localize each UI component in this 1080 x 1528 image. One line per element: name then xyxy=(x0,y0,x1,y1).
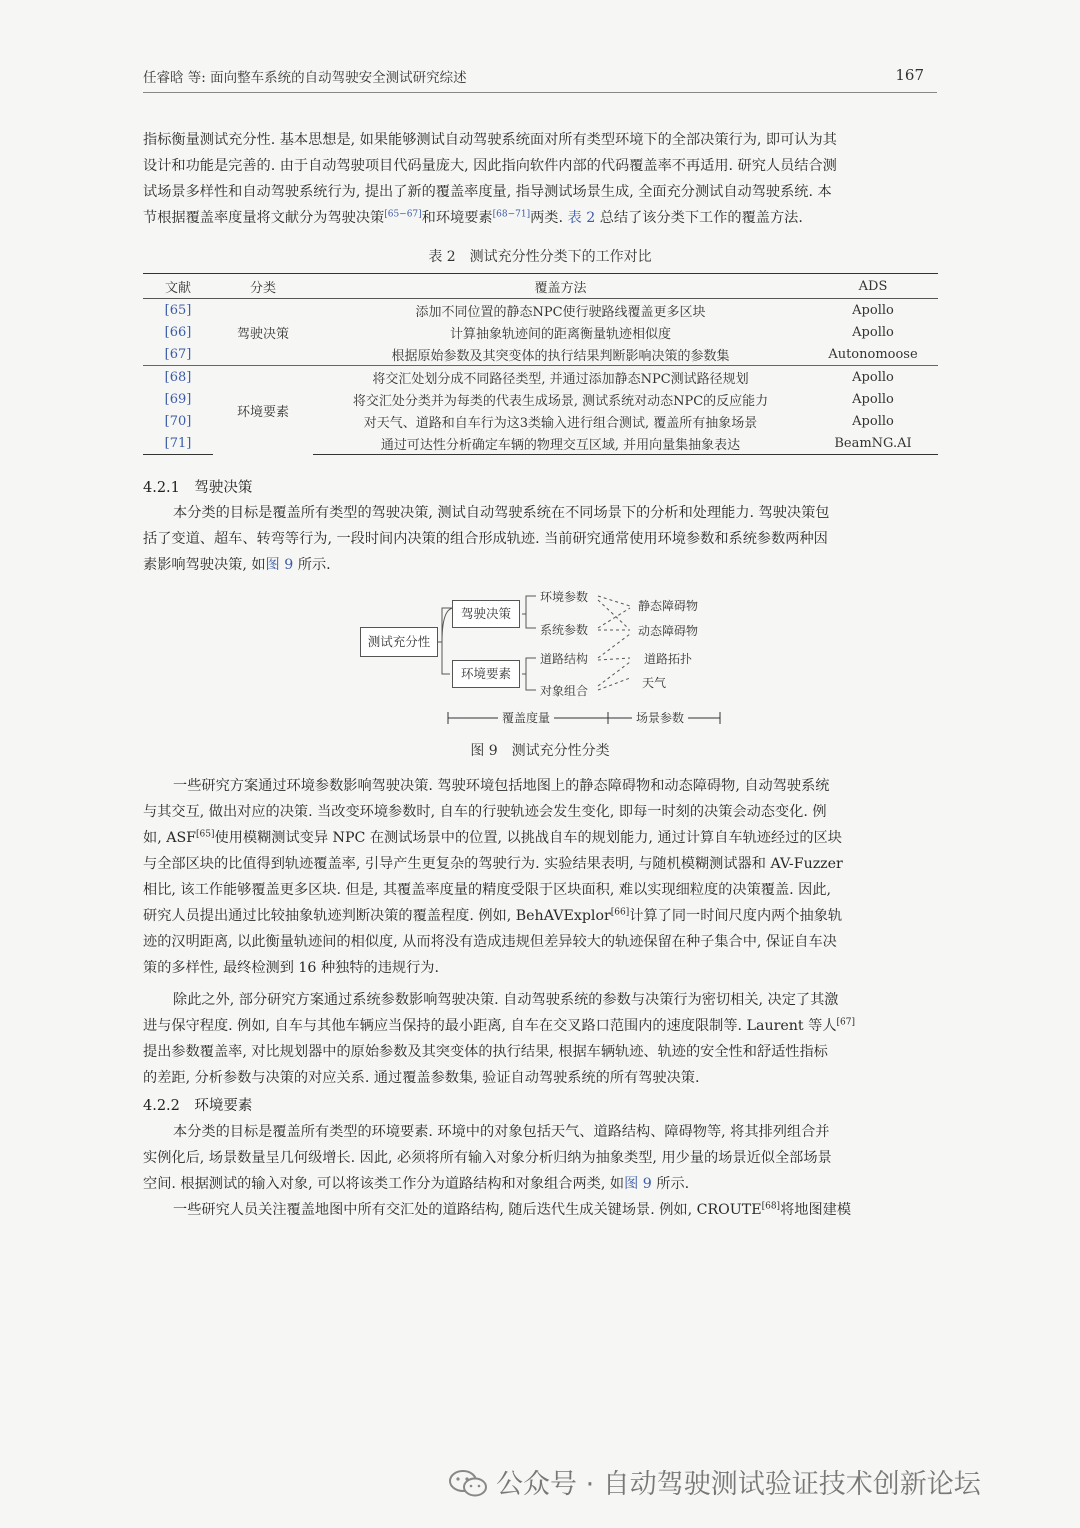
method-cell: 计算抽象轨迹间的距离衡量轨迹相似度 xyxy=(449,326,671,342)
ref-cell[interactable]: [70] xyxy=(164,413,192,429)
wechat-icon xyxy=(448,1468,490,1498)
figure-param: 静态障碍物 xyxy=(638,599,699,613)
comparison-table xyxy=(143,273,938,455)
figure-param: 天气 xyxy=(642,676,667,690)
figure-leaf: 道路结构 xyxy=(540,652,589,666)
figure-link[interactable]: 图 9 xyxy=(265,557,294,573)
citation[interactable]: [68] xyxy=(761,1201,781,1212)
citation[interactable]: [67] xyxy=(836,1017,855,1028)
text-line: 研究人员提出通过比较抽象轨迹判断决策的覆盖程度. 例如, BehAVExplor[66]计算了同一时间尺度内两个抽象轨 xyxy=(143,907,843,924)
text-line: 提出参数覆盖率, 对比规划器中的原始参数及其突变体的执行结果, 根据车辆轨迹、轨迹的安全性和舒适性指标 xyxy=(143,1044,828,1060)
figure-axis-label: 覆盖度量 xyxy=(498,709,554,726)
intro-paragraph xyxy=(143,127,938,231)
intro-line: 指标衡量测试充分性. 基本思想是, 如果能够测试自动驾驶系统面对所有类型环境下的全部决策行为, 即可认为其 xyxy=(143,132,837,148)
col-header: 覆盖方法 xyxy=(313,274,808,299)
section-heading-422: 4.2.2 环境要素 xyxy=(143,1098,253,1114)
text-line: 迹的汉明距离, 以此衡量轨迹间的相似度, 从而将没有造成违规但差异较大的轨迹保留在种子集合中, 保证自车决 xyxy=(143,934,837,950)
intro-line: 节根据覆盖率度量将文献分为驾驶决策[65−67]和环境要素[68−71]两类. 表 2 总结了该分类下工作的覆盖方法. xyxy=(143,209,803,226)
figure-mid-node: 环境要素 xyxy=(452,660,520,688)
ads-cell: Apollo xyxy=(808,366,938,389)
watermark-text: 公众号 · 自动驾驶测试验证技术创新论坛 xyxy=(496,1469,981,1500)
text-line: 一些研究方案通过环境参数影响驾驶决策. 驾驶环境包括地图上的静态障碍物和动态障碍物, 自动驾驶系统 xyxy=(173,778,830,794)
col-header: 文献 xyxy=(143,274,213,299)
text-line: 实例化后, 场景数量呈几何级增长. 因此, 必须将所有输入对象分析归纳为抽象类型, 用少量的场景近似全部场景 xyxy=(143,1150,832,1166)
paragraph-sys-params xyxy=(143,987,938,1091)
text-line: 进与保守程度. 例如, 自车与其他车辆应当保持的最小距离, 自车在交叉路口范围内的速度限制等. Laurent 等人[67] xyxy=(143,1017,855,1034)
header-rule xyxy=(143,92,937,93)
figure-caption: 图 9 测试充分性分类 xyxy=(470,743,610,759)
text-line: 空间. 根据测试的输入对象, 可以将该类工作分为道路结构和对象组合两类, 如图 9 所示. xyxy=(143,1176,690,1192)
intro-line: 设计和功能是完善的. 由于自动驾驶项目代码量庞大, 因此指向软件内部的代码覆盖率不再适用. 研究人员结合测 xyxy=(143,158,837,174)
method-cell: 将交汇处划分成不同路径类型, 并通过添加静态NPC测试路径规划 xyxy=(313,366,808,389)
ads-cell: Apollo xyxy=(852,413,894,429)
figure-9 xyxy=(350,578,730,728)
section-421-paragraph xyxy=(143,500,938,578)
running-title: 任睿晗 等: 面向整车系统的自动驾驶安全测试研究综述 xyxy=(143,70,467,86)
ref-cell[interactable]: [66] xyxy=(164,324,192,340)
page-number: 167 xyxy=(895,66,924,84)
ads-cell: Autonomoose xyxy=(828,346,918,362)
table-row xyxy=(143,366,938,389)
text-line: 括了变道、超车、转弯等行为, 一段时间内决策的组合形成轨迹. 当前研究通常使用环境参数和系统参数两种因 xyxy=(143,531,828,547)
citation[interactable]: [66] xyxy=(610,907,630,918)
method-cell: 添加不同位置的静态NPC使行驶路线覆盖更多区块 xyxy=(415,304,706,320)
figure-leaf: 系统参数 xyxy=(540,623,589,637)
section-heading-421: 4.2.1 驾驶决策 xyxy=(143,480,253,496)
intro-line: 试场景多样性和自动驾驶系统行为, 提出了新的覆盖率度量, 指导测试场景生成, 全面充分测试自动驾驶系统. 本 xyxy=(143,184,832,200)
text-line: 除此之外, 部分研究方案通过系统参数影响驾驶决策. 自动驾驶系统的参数与决策行为密切相关, 决定了其激 xyxy=(173,992,839,1008)
figure-leaf: 对象组合 xyxy=(540,684,589,698)
ref-cell[interactable]: [67] xyxy=(164,346,192,362)
text-line: 与全部区块的比值得到轨迹覆盖率, 引导产生更复杂的驾驶行为. 实验结果表明, 与随机模糊测试器和 AV-Fuzzer xyxy=(143,856,843,872)
text-line: 如, ASF[65]使用模糊测试变异 NPC 在测试场景中的位置, 以挑战自车的规划能力, 通过计算自车轨迹经过的区块 xyxy=(143,829,842,846)
method-cell: 根据原始参数及其突变体的执行结果判断影响决策的参数集 xyxy=(391,348,730,364)
citation[interactable]: [65−67] xyxy=(384,209,422,220)
method-cell: 对天气、道路和自车行为这3类输入进行组合测试, 覆盖所有抽象场景 xyxy=(363,415,758,431)
section-422-paragraph xyxy=(143,1119,938,1223)
text-line: 的差距, 分析参数与决策的对应关系. 通过覆盖参数集, 验证自动驾驶系统的所有驾驶决策. xyxy=(143,1070,700,1086)
table-link[interactable]: 表 2 xyxy=(567,210,596,226)
figure-mid-node: 驾驶决策 xyxy=(452,600,520,628)
category-cell: 环境要素 xyxy=(213,366,313,455)
ref-cell[interactable]: [68] xyxy=(143,366,213,389)
citation[interactable]: [68−71] xyxy=(492,209,531,220)
ads-cell: Apollo xyxy=(852,391,894,407)
figure-leaf: 环境参数 xyxy=(540,590,589,604)
text-line: 策的多样性, 最终检测到 16 种独特的违规行为. xyxy=(143,960,439,976)
figure-param: 动态障碍物 xyxy=(638,624,699,638)
table-header-row xyxy=(143,274,938,299)
table-caption: 表 2 测试充分性分类下的工作对比 xyxy=(428,249,652,265)
ads-cell: BeamNG.AI xyxy=(808,432,938,455)
ref-cell[interactable]: [71] xyxy=(143,432,213,455)
method-cell: 通过可达性分析确定车辆的物理交互区域, 并用向量集抽象表达 xyxy=(313,432,808,455)
text-line: 一些研究人员关注覆盖地图中所有交汇处的道路结构, 随后迭代生成关键场景. 例如, CROUTE[68]将地图建模 xyxy=(173,1201,852,1218)
method-cell: 将交汇处分类并为每类的代表生成场景, 测试系统对动态NPC的反应能力 xyxy=(352,393,769,409)
table-row xyxy=(143,299,938,322)
text-line: 本分类的目标是覆盖所有类型的环境要素. 环境中的对象包括天气、道路结构、障碍物等, 将其排列组合并 xyxy=(173,1124,830,1140)
col-header: 分类 xyxy=(213,274,313,299)
figure-root-node: 测试充分性 xyxy=(360,627,438,657)
figure-param: 道路拓扑 xyxy=(644,652,693,666)
ref-cell[interactable]: [65] xyxy=(164,302,192,318)
text-line: 相比, 该工作能够覆盖更多区块. 但是, 其覆盖率度量的精度受限于区块面积, 难以实现细粒度的决策覆盖. 因此, xyxy=(143,882,832,898)
ref-cell[interactable]: [69] xyxy=(164,391,192,407)
ads-cell: Apollo xyxy=(852,302,894,318)
text-line: 素影响驾驶决策, 如图 9 所示. xyxy=(143,557,331,573)
category-cell: 驾驶决策 xyxy=(236,326,289,342)
text-line: 本分类的目标是覆盖所有类型的驾驶决策, 测试自动驾驶系统在不同场景下的分析和处理能力. 驾驶决策包 xyxy=(173,505,830,521)
ads-cell: Apollo xyxy=(852,324,894,340)
citation[interactable]: [65] xyxy=(196,829,215,840)
paragraph-env-params xyxy=(143,773,938,981)
figure-link[interactable]: 图 9 xyxy=(624,1176,652,1192)
figure-axis-label: 场景参数 xyxy=(632,709,688,726)
text-line: 与其交互, 做出对应的决策. 当改变环境参数时, 自车的行驶轨迹会发生变化, 即每一时刻的决策会动态变化. 例 xyxy=(143,804,827,820)
col-header: ADS xyxy=(808,274,938,299)
